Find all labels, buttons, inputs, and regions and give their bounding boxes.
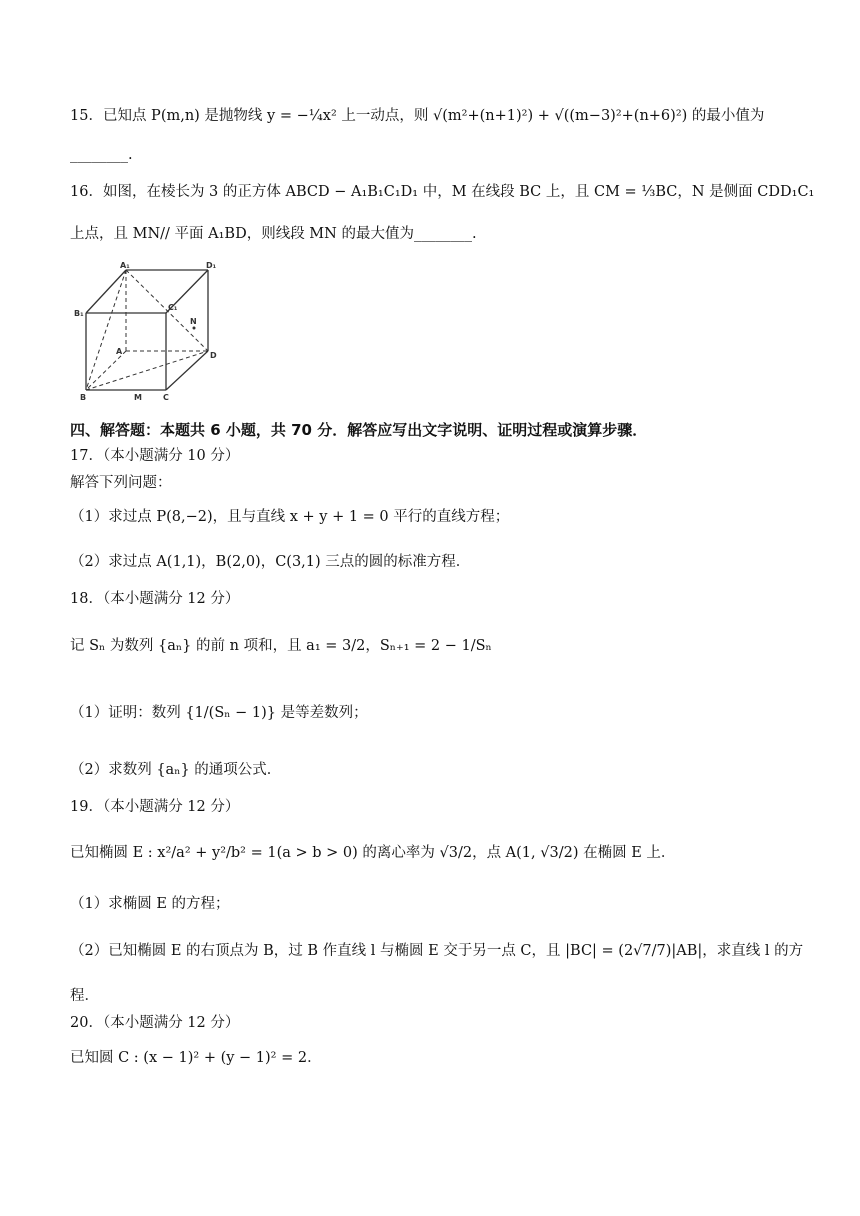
section-4-heading: 四、解答题：本题共 6 小题，共 70 分．解答应写出文字说明、证明过程或演算步骤． <box>70 421 648 439</box>
question-17-part2: （2）求过点 A(1,1)，B(2,0)，C(3,1) 三点的圆的标准方程． <box>70 554 471 570</box>
question-17-heading: 17．（本小题满分 10 分） <box>70 448 240 464</box>
question-19-part2-cont: 程． <box>70 988 99 1004</box>
label-n: N <box>190 317 197 326</box>
cube-figure <box>70 258 240 408</box>
question-18-part1: （1）证明：数列 {1/(Sₙ − 1)} 是等差数列； <box>70 705 368 721</box>
label-a1: A₁ <box>120 261 130 270</box>
question-20-heading: 20．（本小题满分 12 分） <box>70 1015 240 1031</box>
question-18-heading: 18．（本小题满分 12 分） <box>70 591 240 607</box>
label-d: D <box>210 351 217 360</box>
label-a: A <box>116 347 123 356</box>
question-19-intro: 已知椭圆 E : x²/a² + y²/b² = 1(a > b > 0) 的离心率为 √3/2，点 A(1, √3/2) 在椭圆 E 上． <box>70 845 676 861</box>
question-17-intro: 解答下列问题： <box>70 475 172 491</box>
label-b: B <box>80 393 87 402</box>
question-18-intro: 记 Sₙ 为数列 {aₙ} 的前 n 项和，且 a₁ = 3/2，Sₙ₊₁ = 2 − 1/Sₙ <box>70 638 492 654</box>
question-18-part2: （2）求数列 {aₙ} 的通项公式． <box>70 762 282 778</box>
question-19-part2: （2）已知椭圆 E 的右顶点为 B，过 B 作直线 l 与椭圆 E 交于另一点 C，且 |BC| = (2√7/7)|AB|，求直线 l 的方 <box>70 943 804 959</box>
label-c: C <box>163 393 169 402</box>
question-15-line2: ________. <box>70 147 133 163</box>
question-16-line2: 上点，且 MN// 平面 A₁BD，则线段 MN 的最大值为________. <box>70 226 477 242</box>
question-17-part1: （1）求过点 P(8,−2)，且与直线 x + y + 1 = 0 平行的直线方程； <box>70 509 510 525</box>
label-c1: C₁ <box>168 303 178 312</box>
label-d1: D₁ <box>206 261 217 270</box>
question-16-line1: 16．如图，在棱长为 3 的正方体 ABCD − A₁B₁C₁D₁ 中，M 在线段 BC 上，且 CM = ⅓BC，N 是侧面 CDD₁C₁ <box>70 184 815 200</box>
question-19-part1: （1）求椭圆 E 的方程； <box>70 896 230 912</box>
question-15-line1: 15．已知点 P(m,n) 是抛物线 y = −¼x² 上一动点，则 √(m²+(n+1)²) + √((m−3)²+(n+6)²) 的最小值为 <box>70 108 765 124</box>
label-b1: B₁ <box>74 309 84 318</box>
point-n <box>193 327 196 330</box>
question-20-intro: 已知圆 C : (x − 1)² + (y − 1)² = 2． <box>70 1050 322 1066</box>
label-m: M <box>134 393 142 402</box>
question-19-heading: 19．（本小题满分 12 分） <box>70 799 240 815</box>
